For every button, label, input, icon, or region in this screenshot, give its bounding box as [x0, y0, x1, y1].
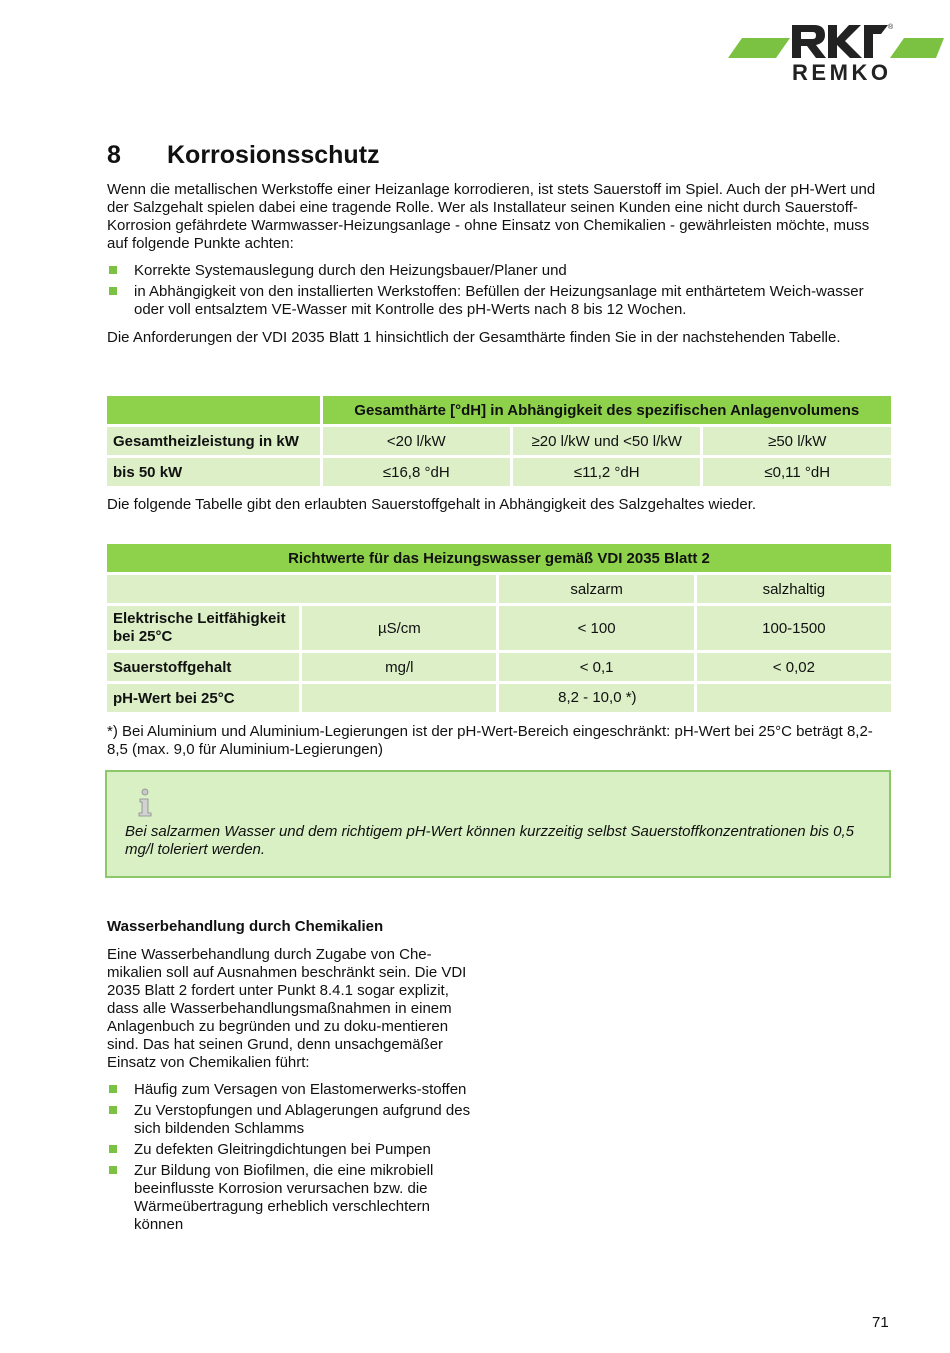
hardness-table	[104, 393, 894, 489]
list-item: Zu defekten Gleitringdichtungen bei Pumpen	[107, 1141, 479, 1159]
table-cell: < 0,02	[697, 653, 891, 681]
empty-cell	[302, 684, 496, 712]
table-header: Gesamthärte [°dH] in Abhängigkeit des spezifischen Anlagenvolumens	[323, 396, 891, 424]
table-row	[107, 396, 891, 424]
footnote: *) Bei Aluminium und Aluminium-Legierungen ist der pH-Wert-Bereich eingeschränkt: pH-Wert bei 25°C beträgt 8,2-8,5 (max. 9,0 für Aluminium-Legierungen)	[107, 723, 873, 758]
row-label: bis 50 kW	[107, 458, 320, 486]
list-item: Zu Verstopfungen und Ablagerungen aufgrund des sich bildenden Schlamms	[107, 1102, 479, 1138]
table-cell: ≤16,8 °dH	[323, 458, 510, 486]
table-row	[107, 458, 891, 486]
table-cell: ≤11,2 °dH	[513, 458, 700, 486]
row-label: Elektrische Leitfähigkeit bei 25°C	[107, 606, 299, 650]
chapter-heading	[107, 141, 380, 170]
vdi-paragraph: Die Anforderungen der VDI 2035 Blatt 1 hinsichtlich der Gesamthärte finden Sie in der nachstehenden Tabelle.	[107, 329, 841, 346]
list-item: Zur Bildung von Biofilmen, die eine mikrobiell beeinflusste Korrosion verursachen bzw. die Wärmeübertragung erheblich verschlechtern können	[107, 1162, 479, 1234]
table-row	[107, 544, 891, 572]
table-cell: ≥20 l/kW und <50 l/kW	[513, 427, 700, 455]
info-icon	[134, 788, 156, 818]
list-item: Korrekte Systemauslegung durch den Heizungsbauer/Planer und	[107, 262, 879, 280]
square-bullet	[109, 1106, 117, 1114]
square-bullet	[109, 287, 117, 295]
chemicals-paragraph: Eine Wasserbehandlung durch Zugabe von Che-mikalien soll auf Ausnahmen beschränkt sein. Die VDI 2035 Blatt 2 fordert unter Punkt 8.4.1 sogar explizit, dass alle Wasserbehandlungsmaßnahmen in einem Anlagenbuch zu begründen und zu doku-mentieren sind. Das hat seinen Grund, denn unsachgemäßer Einsatz von Chemikalien führt:	[107, 946, 467, 1071]
water-guideline-table	[104, 541, 894, 715]
unit-cell: µS/cm	[302, 606, 496, 650]
list-item: Häufig zum Versagen von Elastomerwerks-stoffen	[107, 1081, 479, 1099]
info-note	[105, 770, 891, 878]
svg-text:®: ®	[888, 24, 894, 31]
info-note-text: Bei salzarmen Wasser und dem richtigem pH-Wert können kurzzeitig selbst Sauerstoffkonzentrationen bis 0,5 mg/l toleriert werden.	[125, 823, 854, 858]
table-row	[107, 427, 891, 455]
remko-logo	[728, 20, 944, 86]
table2-intro: Die folgende Tabelle gibt den erlaubten Sauerstoffgehalt in Abhängigkeit des Salzgehaltes wieder.	[107, 496, 757, 513]
requirements-list	[107, 262, 879, 319]
table-cell: 100-1500	[697, 606, 891, 650]
table-row	[107, 653, 891, 681]
row-label: Sauerstoffgehalt	[107, 653, 299, 681]
chapter-title: Korrosionsschutz	[167, 141, 380, 169]
table-cell: < 100	[499, 606, 693, 650]
table-row	[107, 606, 891, 650]
empty-cell	[107, 575, 496, 603]
square-bullet	[109, 266, 117, 274]
table-row	[107, 575, 891, 603]
unit-cell: mg/l	[302, 653, 496, 681]
column-header: salzhaltig	[697, 575, 891, 603]
list-item: in Abhängigkeit von den installierten Werkstoffen: Befüllen der Heizungsanlage mit enthärtetem Weich-wasser oder voll entsalztem VE-Wasser mit Kontrolle des pH-Werts nach 8 bis 12 Wochen.	[107, 283, 879, 319]
svg-text:REMKO: REMKO	[792, 60, 888, 85]
table-cell: <20 l/kW	[323, 427, 510, 455]
row-label: pH-Wert bei 25°C	[107, 684, 299, 712]
square-bullet	[109, 1145, 117, 1153]
page-number: 71	[872, 1314, 889, 1331]
row-label: Gesamtheizleistung in kW	[107, 427, 320, 455]
table-cell: ≤0,11 °dH	[703, 458, 891, 486]
square-bullet	[109, 1166, 117, 1174]
table-cell: < 0,1	[499, 653, 693, 681]
table-row	[107, 684, 891, 712]
ph-value-cell	[499, 684, 891, 712]
table-cell: ≥50 l/kW	[703, 427, 891, 455]
intro-paragraph: Wenn die metallischen Werkstoffe einer Heizanlage korrodieren, ist stets Sauerstoff im Spiel. Auch der pH-Wert und der Salzgehalt spielen dabei eine tragende Rolle. Wer als Installateur seinen Kunden eine nicht durch Sauerstoff-Korrosion gefährdete Warmwasser-Heizungsanlage - ohne Einsatz von Chemikalien - gewährleisten möchte, muss auf folgende Punkte achten:	[107, 181, 876, 252]
chapter-number: 8	[107, 141, 121, 169]
ph-salzhaltig-bg	[697, 684, 891, 712]
square-bullet	[109, 1085, 117, 1093]
section-heading: Wasserbehandlung durch Chemikalien	[107, 918, 384, 935]
ph-value: 8,2 - 10,0 *)	[558, 689, 637, 706]
chemicals-list	[107, 1081, 479, 1234]
table-header: Richtwerte für das Heizungswasser gemäß VDI 2035 Blatt 2	[107, 544, 891, 572]
column-header: salzarm	[499, 575, 693, 603]
header-empty-cell	[107, 396, 320, 424]
